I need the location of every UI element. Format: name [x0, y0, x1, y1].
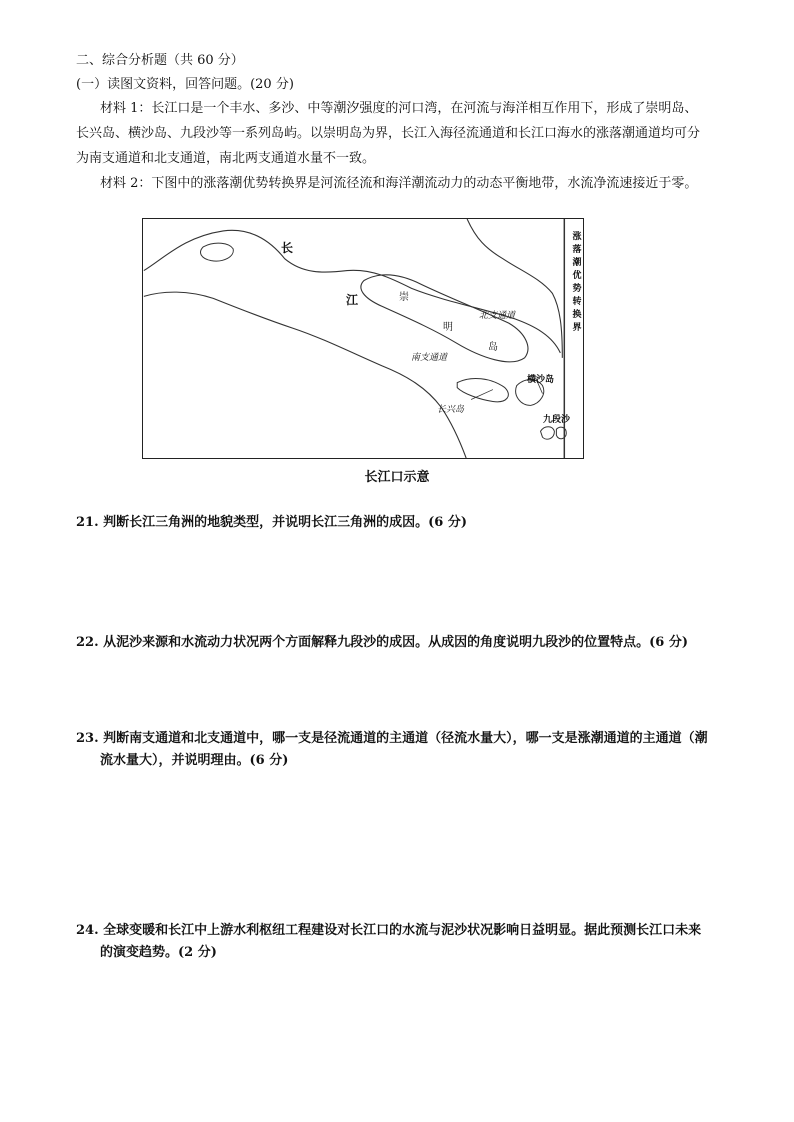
map-label-jiuduansha: 九段沙 — [543, 415, 571, 425]
material-1-line-2: 长兴岛、横沙岛、九段沙等一系列岛屿。以崇明岛为界，长江入海径流通道和长江口海水的涨落潮通道均可分 — [76, 126, 701, 141]
question-24: 24. 全球变暖和长江中上游水利枢纽工程建设对长江口的水流与泥沙状况影响日益明显。据此预测长江口未来 的演变趋势。(2 分) — [76, 923, 702, 960]
map-label-jiang: 江 — [346, 293, 359, 307]
section-title: 二、综合分析题（共 60 分） — [76, 53, 244, 68]
material-1-line-1: 材料 1：长江口是一个丰水、多沙、中等潮汐强度的河口湾，在河流与海洋相互作用下，形成了崇明岛、 — [100, 101, 698, 116]
map-label-south-channel: 南支通道 — [411, 353, 448, 363]
yangtze-estuary-map — [142, 218, 584, 459]
question-22: 22. 从泥沙来源和水流动力状况两个方面解释九段沙的成因。从成因的角度说明九段沙的位置特点。(6 分) — [76, 635, 689, 650]
map-label-ming: 明 — [443, 322, 453, 333]
map-drawing — [143, 219, 583, 458]
map-caption: 长江口示意 — [364, 470, 430, 485]
subsection-title: (一）读图文资料，回答问题。(20 分) — [76, 77, 294, 92]
map-label-chong: 崇 — [399, 292, 409, 303]
map-label-north-channel: 北支通道 — [479, 311, 516, 321]
map-label-dao: 岛 — [488, 342, 498, 353]
map-label-changxing: 长兴岛 — [437, 405, 465, 415]
material-2-line-1: 材料 2：下图中的涨落潮优势转换界是河流径流和海洋潮流动力的动态平衡地带，水流净流速接近于零。 — [100, 176, 698, 191]
question-21: 21. 判断长江三角洲的地貌类型，并说明长江三角洲的成因。(6 分) — [76, 515, 468, 530]
material-1-line-3: 为南支通道和北支通道，南北两支通道水量不一致。 — [76, 151, 376, 166]
question-23: 23. 判断南支通道和北支通道中，哪一支是径流通道的主通道（径流水量大），哪一支是涨潮通道的主通道（潮 流水量大），并说明理由。(6 分) — [76, 731, 708, 768]
map-label-hengsha: 横沙岛 — [527, 375, 555, 385]
map-label-chang: 长 — [281, 241, 294, 255]
map-label-boundary: 涨 落 潮 优 势 转 换 界 — [572, 232, 582, 333]
